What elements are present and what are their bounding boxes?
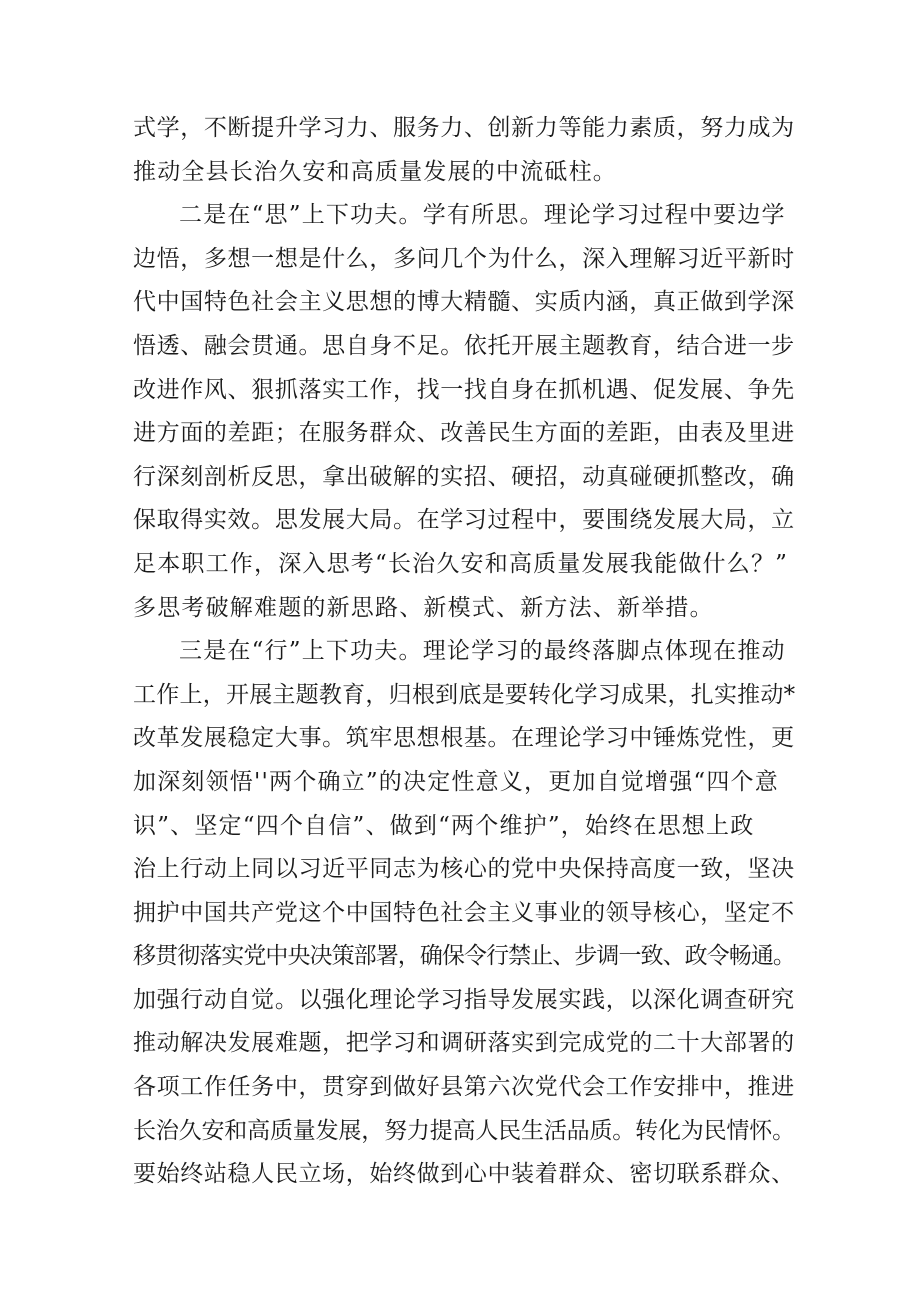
- text-line: 加深刻领悟''两个确立”的决定性意义，更加自觉增强“四个意: [133, 768, 779, 795]
- text-line: 加强行动自觉。以强化理论学习指导发展实践，以深化调查研究: [133, 986, 795, 1013]
- text-line: 拥护中国共产党这个中国特色社会主义事业的领导核心，坚定不: [133, 899, 795, 926]
- text-line: 推动解决发展难题，把学习和调研落实到完成党的二十大部署的: [133, 1030, 795, 1057]
- text-line: 代中国特色社会主义思想的博大精髓、实质内涵，真正做到学深: [133, 289, 795, 316]
- text-line: 要始终站稳人民立场，始终做到心中装着群众、密切联系群众、: [133, 1161, 795, 1188]
- text-line: 各项工作任务中，贯穿到做好县第六次党代会工作安排中，推进: [133, 1074, 795, 1101]
- text-line: 足本职工作，深入思考“长治久安和高质量发展我能做什么？”: [133, 550, 789, 577]
- text-line: 式学，不断提升学习力、服务力、创新力等能力素质，努力成为: [133, 115, 795, 141]
- text-line: 推动全县长治久安和高质量发展的中流砥柱。: [133, 158, 617, 185]
- paragraph-start-line: 三是在“行”上下功夫。理论学习的最终落脚点体现在推动: [179, 638, 786, 665]
- text-line: 移贯彻落实党中央决策部署，确保令行禁止、步调一致、政令畅通。: [133, 943, 796, 970]
- paragraph-start-line: 二是在“思”上下功夫。学有所思。理论学习过程中要边学: [179, 202, 786, 229]
- body-text: [133, 107, 798, 1197]
- text-line: 行深刻剖析反思，拿出破解的实招、硬招，动真碰硬抓整改，确: [133, 463, 795, 490]
- text-line: 悟透、融会贯通。思自身不足。依托开展主题教育，结合进一步: [133, 332, 795, 359]
- text-line: 保取得实效。思发展大局。在学习过程中，要围绕发展大局，立: [133, 507, 795, 534]
- text-line: 改进作风、狠抓落实工作，找一找自身在抓机遇、促发展、争先: [133, 376, 795, 403]
- text-line: 多思考破解难题的新思路、新模式、新方法、新举措。: [133, 594, 714, 621]
- text-line: 长治久安和高质量发展，努力提高人民生活品质。转化为民情怀。: [133, 1117, 795, 1144]
- text-line: 边悟，多想一想是什么，多问几个为什么，深入理解习近平新时: [133, 245, 795, 272]
- text-line: 治上行动上同以习近平同志为核心的党中央保持高度一致，坚决: [133, 856, 795, 883]
- text-line: 工作上，开展主题教育，归根到底是要转化学习成果，扎实推动*: [133, 681, 796, 708]
- text-line: 识”、坚定“四个自信”、做到“两个维护”，始终在思想上政: [133, 812, 755, 839]
- text-line: 改革发展稳定大事。筑牢思想根基。在理论学习中锤炼党性，更: [133, 725, 795, 752]
- text-line: 进方面的差距；在服务群众、改善民生方面的差距，由表及里进: [133, 420, 795, 447]
